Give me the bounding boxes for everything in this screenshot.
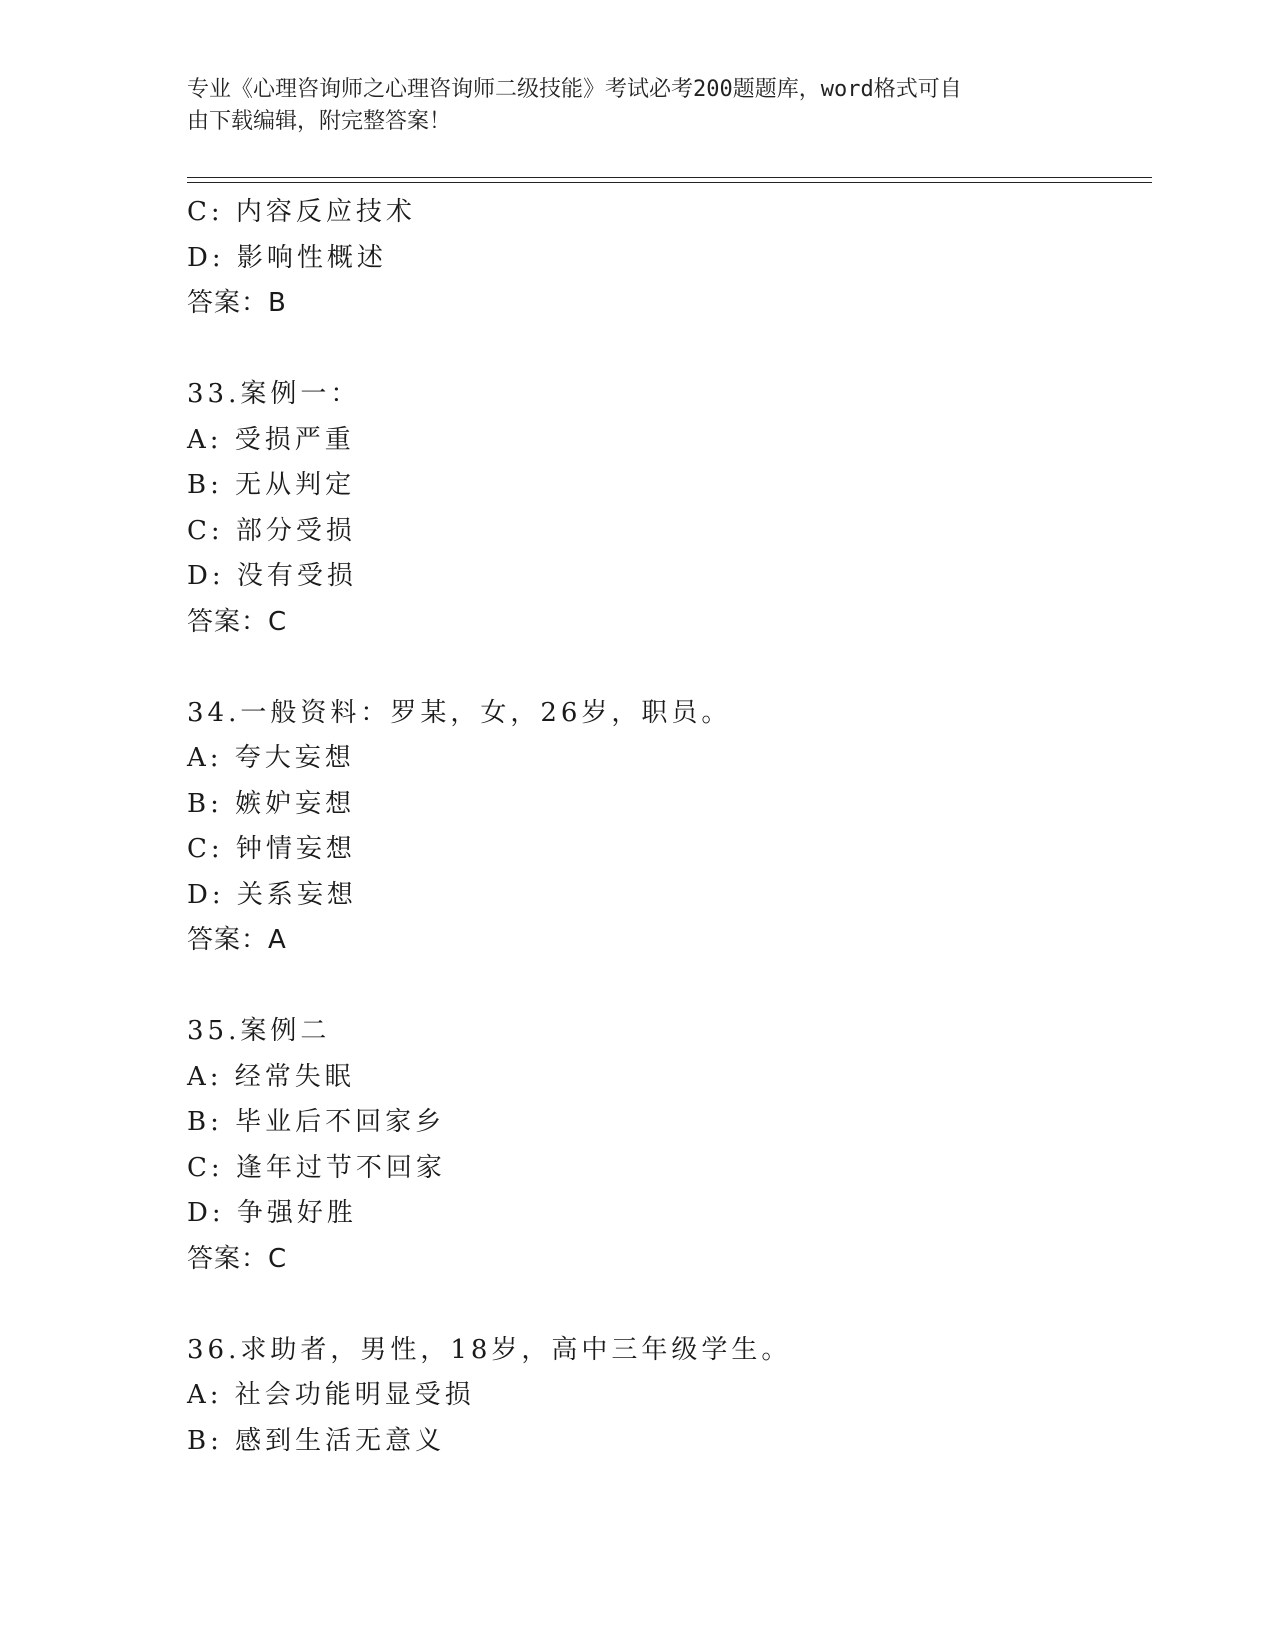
option-d: D: 争强好胜 — [187, 1198, 357, 1228]
question-stem: 35.案例二 — [187, 1016, 331, 1046]
question-stem: 33.案例一： — [187, 379, 361, 409]
option-c: C: 逢年过节不回家 — [187, 1152, 446, 1183]
spacer — [187, 1282, 1147, 1328]
option-a: A: 社会功能明显受损 — [187, 1380, 475, 1410]
option-c: C: 部分受损 — [187, 515, 356, 546]
option-b: B: 无从判定 — [187, 470, 356, 500]
option-a: A: 经常失眠 — [187, 1061, 355, 1092]
spacer — [187, 645, 1147, 691]
question-stem: 34.一般资料：罗某，女，26岁，职员。 — [187, 697, 732, 728]
answer-line: 答案：C — [187, 606, 288, 637]
header-line-2: 由下载编辑，附完整答案！ — [187, 109, 452, 134]
option-a: A: 受损严重 — [187, 424, 355, 455]
question-stem: 36.求助者，男性，18岁，高中三年级学生。 — [187, 1334, 792, 1365]
option-c: C: 钟情妄想 — [187, 834, 356, 864]
document-header — [187, 74, 1067, 138]
header-divider-bottom — [187, 182, 1152, 183]
option-b: B: 毕业后不回家乡 — [187, 1107, 446, 1137]
spacer — [187, 327, 1147, 373]
option-d: D: 影响性概述 — [187, 242, 387, 273]
option-d: D: 关系妄想 — [187, 879, 357, 910]
option-d: D: 没有受损 — [187, 561, 357, 591]
question-content — [187, 190, 1147, 1464]
spacer — [187, 964, 1147, 1010]
answer-line: 答案：A — [187, 925, 287, 955]
option-b: B: 嫉妒妄想 — [187, 788, 356, 819]
option-b: B: 感到生活无意义 — [187, 1425, 446, 1456]
header-divider-top — [187, 177, 1152, 178]
answer-line: 答案：C — [187, 1243, 288, 1274]
option-c: C: 内容反应技术 — [187, 197, 416, 227]
answer-line: 答案：B — [187, 288, 287, 318]
option-a: A: 夸大妄想 — [187, 743, 355, 773]
header-line-1: 专业《心理咨询师之心理咨询师二级技能》考试必考200题题库，word格式可自 — [187, 77, 962, 102]
